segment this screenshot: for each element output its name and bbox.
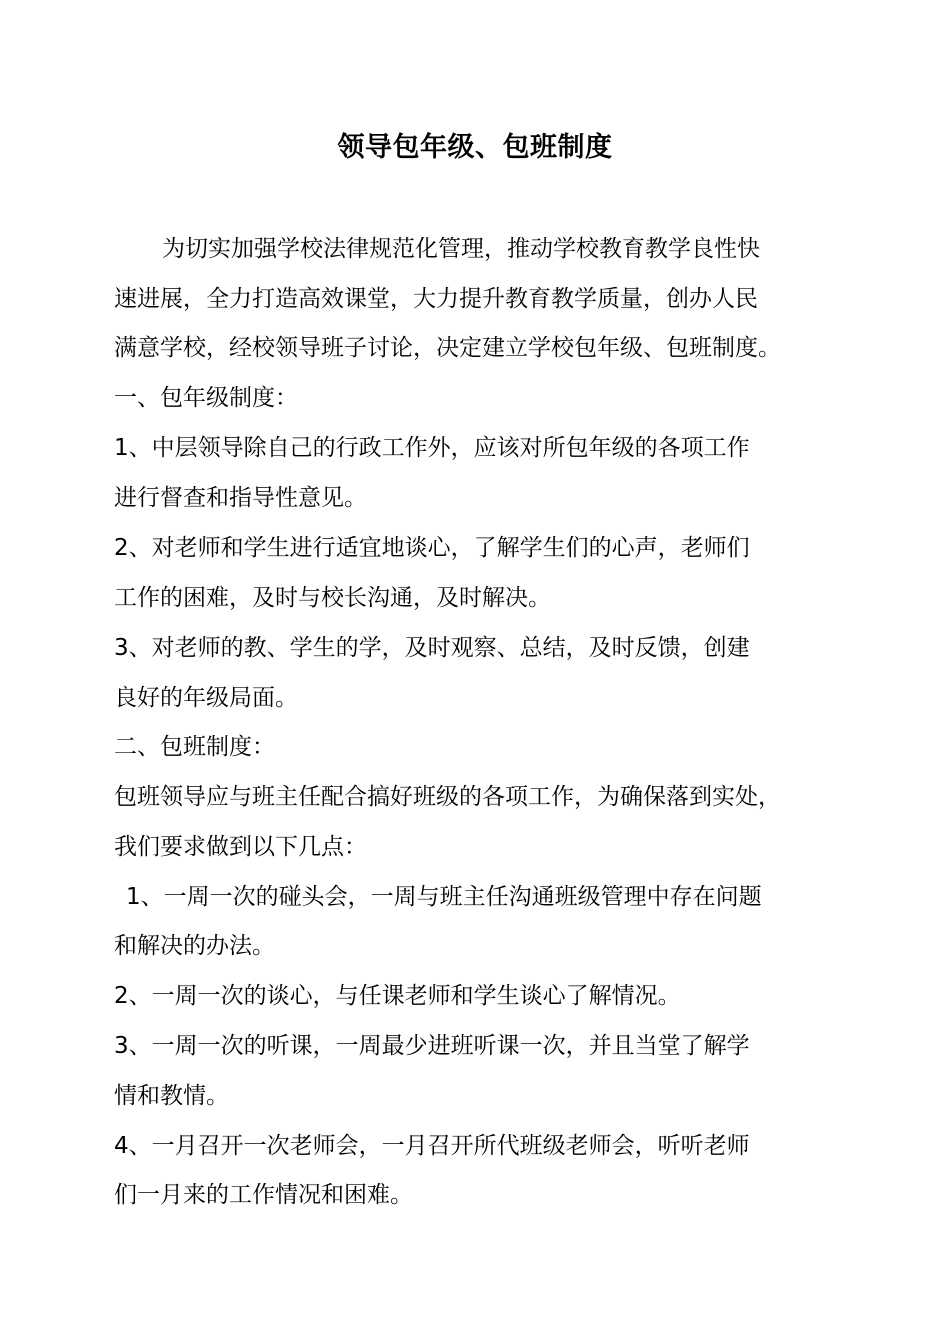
paragraph-line: 我们要求做到以下几点： bbox=[114, 834, 367, 860]
paragraph-line: 包班领导应与班主任配合搞好班级的各项工作，为确保落到实处， bbox=[114, 784, 781, 810]
paragraph-line: 和解决的办法。 bbox=[114, 933, 275, 959]
paragraph-line: 情和教情。 bbox=[114, 1083, 229, 1109]
paragraph-line: 2、一周一次的谈心，与任课老师和学生谈心了解情况。 bbox=[114, 983, 681, 1009]
section-heading: 二、包班制度： bbox=[114, 734, 275, 760]
paragraph-line: 1、中层领导除自己的行政工作外，应该对所包年级的各项工作 bbox=[114, 435, 750, 461]
paragraph-line: 为切实加强学校法律规范化管理，推动学校教育教学良性快 bbox=[162, 236, 760, 262]
paragraph-line: 们一月来的工作情况和困难。 bbox=[114, 1182, 413, 1208]
paragraph-line: 3、对老师的教、学生的学，及时观察、总结，及时反馈，创建 bbox=[114, 635, 750, 661]
paragraph-line: 进行督查和指导性意见。 bbox=[114, 485, 367, 511]
paragraph-line: 3、一周一次的听课，一周最少进班听课一次，并且当堂了解学 bbox=[114, 1033, 750, 1059]
paragraph-line: 满意学校，经校领导班子讨论，决定建立学校包年级、包班制度。 bbox=[114, 335, 781, 361]
document-title: 领导包年级、包班制度 bbox=[337, 132, 613, 163]
paragraph-line: 2、对老师和学生进行适宜地谈心，了解学生们的心声，老师们 bbox=[114, 535, 750, 561]
paragraph-line: 速进展，全力打造高效课堂，大力提升教育教学质量，创办人民 bbox=[114, 286, 758, 312]
paragraph-line: 工作的困难，及时与校长沟通，及时解决。 bbox=[114, 585, 551, 611]
paragraph-line: 4、一月召开一次老师会，一月召开所代班级老师会，听听老师 bbox=[114, 1133, 750, 1159]
paragraph-line: 1、一周一次的碰头会，一周与班主任沟通班级管理中存在问题 bbox=[126, 884, 762, 910]
section-heading: 一、包年级制度： bbox=[114, 385, 298, 411]
paragraph-line: 良好的年级局面。 bbox=[114, 685, 298, 711]
